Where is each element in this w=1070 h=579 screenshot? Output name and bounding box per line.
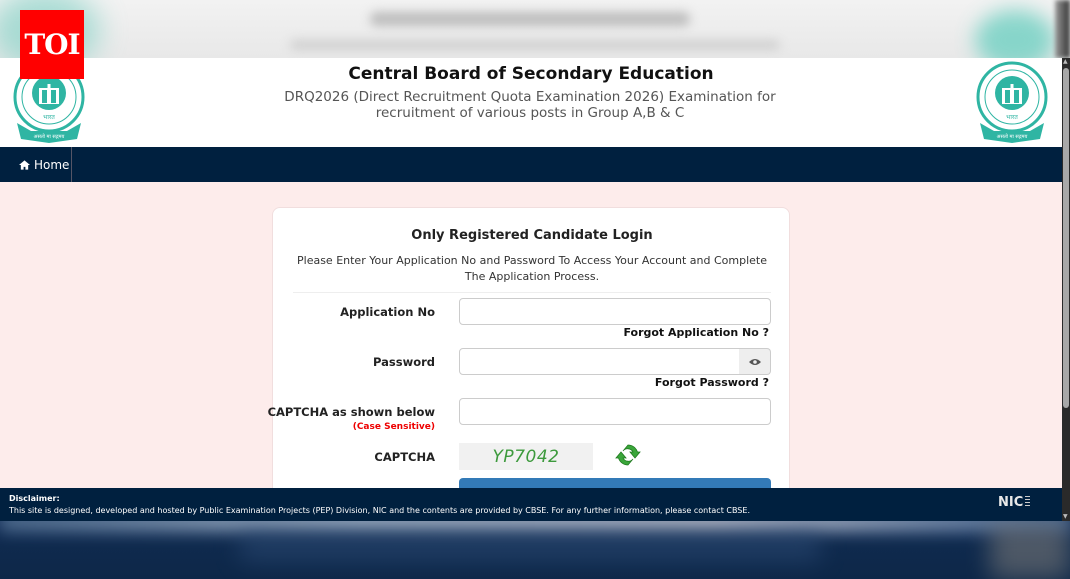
site-header: [0, 58, 1062, 147]
login-description: Please Enter Your Application No and Password To Access Your Account and Complete The Application Process.: [297, 254, 767, 283]
disclaimer-text: This site is designed, developed and hosted by Public Examination Projects (PEP) Division, NIC and the contents are provided by CBSE. For any further information, please contact CBSE.: [9, 506, 750, 515]
forgot-password-link[interactable]: Forgot Password ?: [654, 376, 769, 389]
nav-home-link[interactable]: [0, 147, 72, 182]
login-title: Only Registered Candidate Login: [411, 228, 653, 243]
blurred-bottom-overlay: [0, 521, 1070, 579]
svg-text:NIC: NIC: [998, 495, 1024, 510]
captcha-label: CAPTCHA: [374, 450, 435, 464]
toggle-password-visibility-button[interactable]: [739, 348, 771, 375]
scroll-up-arrow-icon[interactable]: ▲: [1063, 58, 1068, 65]
nic-logo-icon: [998, 492, 1030, 510]
svg-text:असतो मा सद्गमय: असतो मा सद्गमय: [33, 134, 65, 140]
cbse-logo-right-icon: [974, 59, 1050, 145]
captcha-input-label: CAPTCHA as shown below: [267, 405, 435, 419]
scrollbar-thumb[interactable]: [1063, 68, 1069, 408]
scroll-down-arrow-icon[interactable]: ▼: [1063, 513, 1068, 520]
eye-icon: [749, 358, 761, 366]
nav-home-label: Home: [34, 157, 70, 172]
refresh-captcha-icon[interactable]: [615, 442, 641, 468]
site-title: Central Board of Secondary Education: [348, 64, 714, 84]
case-sensitive-note: (Case Sensitive): [352, 422, 435, 432]
exam-subtitle: DRQ2026 (Direct Recruitment Quota Examination 2026) Examination for recruitment of various posts in Group A,B & C: [284, 89, 776, 121]
application-no-input[interactable]: [459, 298, 771, 325]
divider: [293, 292, 771, 293]
blurred-top-overlay: [0, 0, 1070, 58]
disclaimer-title: Disclaimer:: [9, 494, 60, 503]
forgot-application-no-link[interactable]: Forgot Application No ?: [623, 326, 769, 339]
svg-text:भारत: भारत: [1006, 114, 1018, 121]
login-card: [267, 207, 790, 507]
captcha-input[interactable]: [459, 398, 771, 425]
captcha-image: YP7042: [459, 443, 593, 470]
site-footer: [0, 488, 1062, 521]
svg-text:भारत: भारत: [43, 114, 55, 121]
password-label: Password: [373, 355, 435, 369]
application-no-label: Application No: [340, 305, 435, 319]
password-input[interactable]: [459, 348, 740, 375]
toi-watermark-badge: TOI: [20, 10, 84, 79]
page-scrollbar[interactable]: [1062, 58, 1070, 521]
home-icon: [19, 160, 30, 170]
main-navbar: [0, 147, 1062, 182]
svg-text:असतो मा सद्गमय: असतो मा सद्गमय: [996, 134, 1028, 140]
main-content: [0, 182, 1062, 488]
